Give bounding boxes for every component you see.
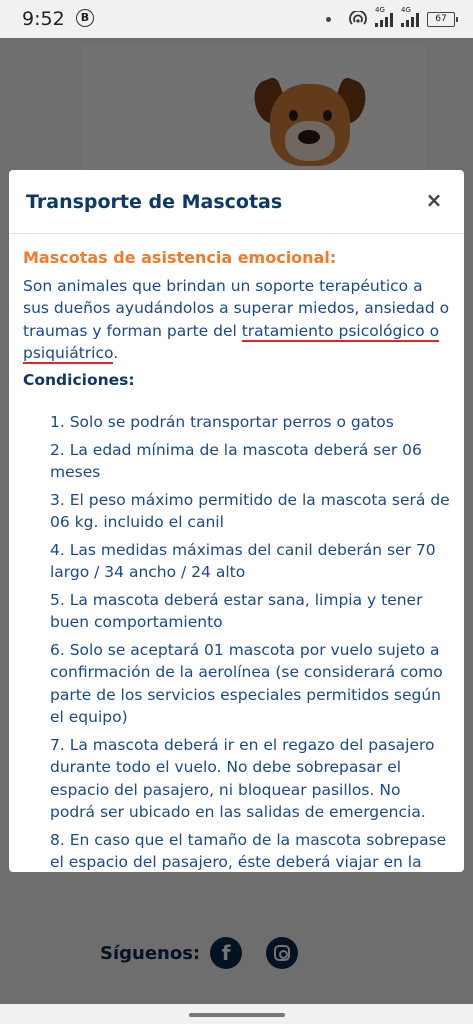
condition-item: 2. La edad mínima de la mascota deberá ser 06 meses <box>50 440 422 481</box>
home-gesture-handle[interactable] <box>189 1013 285 1017</box>
navigation-bar <box>0 1004 473 1024</box>
close-icon[interactable]: × <box>425 188 443 212</box>
condition-item: 3. El peso máximo permitido de la mascota será de 06 kg. incluido el canil <box>50 490 450 531</box>
battery-icon: 67 <box>427 12 455 27</box>
status-bar <box>0 0 473 38</box>
description: Son animales que brindan un soporte terapéutico a sus dueños ayudándolos a superar miedos, ansiedad o traumas y forman parte del tratamiento psicológico o psiquiátrico. <box>23 276 450 362</box>
signal-icon-1: 4G <box>375 11 393 27</box>
condition-item: 7. La mascota deberá ir en el regazo del pasajero durante todo el vuelo. No debe sobrepasar el espacio del pasajero, ni bloquear pasillos. No podrá ser ubicado en las salidas de emergencia. <box>50 735 435 821</box>
condition-item: 4. Las medidas máximas del canil deberán ser 70 largo / 34 ancho / 24 alto <box>50 540 436 581</box>
treatment-highlight: tratamiento psicológico o psiquiátrico <box>23 321 440 362</box>
status-time: 9:52 <box>22 8 65 30</box>
conditions-list <box>23 411 450 872</box>
modal-title: Transporte de Mascotas <box>26 191 283 213</box>
hotspot-icon <box>349 11 367 27</box>
modal-body[interactable] <box>9 235 464 872</box>
pet-transport-modal <box>9 170 464 872</box>
status-icons <box>326 6 455 29</box>
condition-item: 6. Solo se aceptará 01 mascota por vuelo sujeto a confirmación de la aerolínea (se considerará como parte de los servicios especiales permitidos según el equipo) <box>50 640 443 726</box>
conditions-title: Condiciones: <box>23 370 135 389</box>
notification-b-icon: B <box>76 9 94 27</box>
condition-item: 1. Solo se podrán transportar perros o gatos <box>50 413 394 431</box>
condition-item: 5. La mascota deberá estar sana, limpia y tener buen comportamiento <box>50 590 423 631</box>
notification-dot-icon <box>326 17 331 22</box>
condition-item: 8. En caso que el tamaño de la mascota sobrepase el espacio del pasajero, éste deberá viajar en la <box>50 830 447 871</box>
modal-header <box>9 170 464 234</box>
signal-icon-2: 4G <box>401 11 419 27</box>
section-title: Mascotas de asistencia emocional: <box>23 248 337 267</box>
